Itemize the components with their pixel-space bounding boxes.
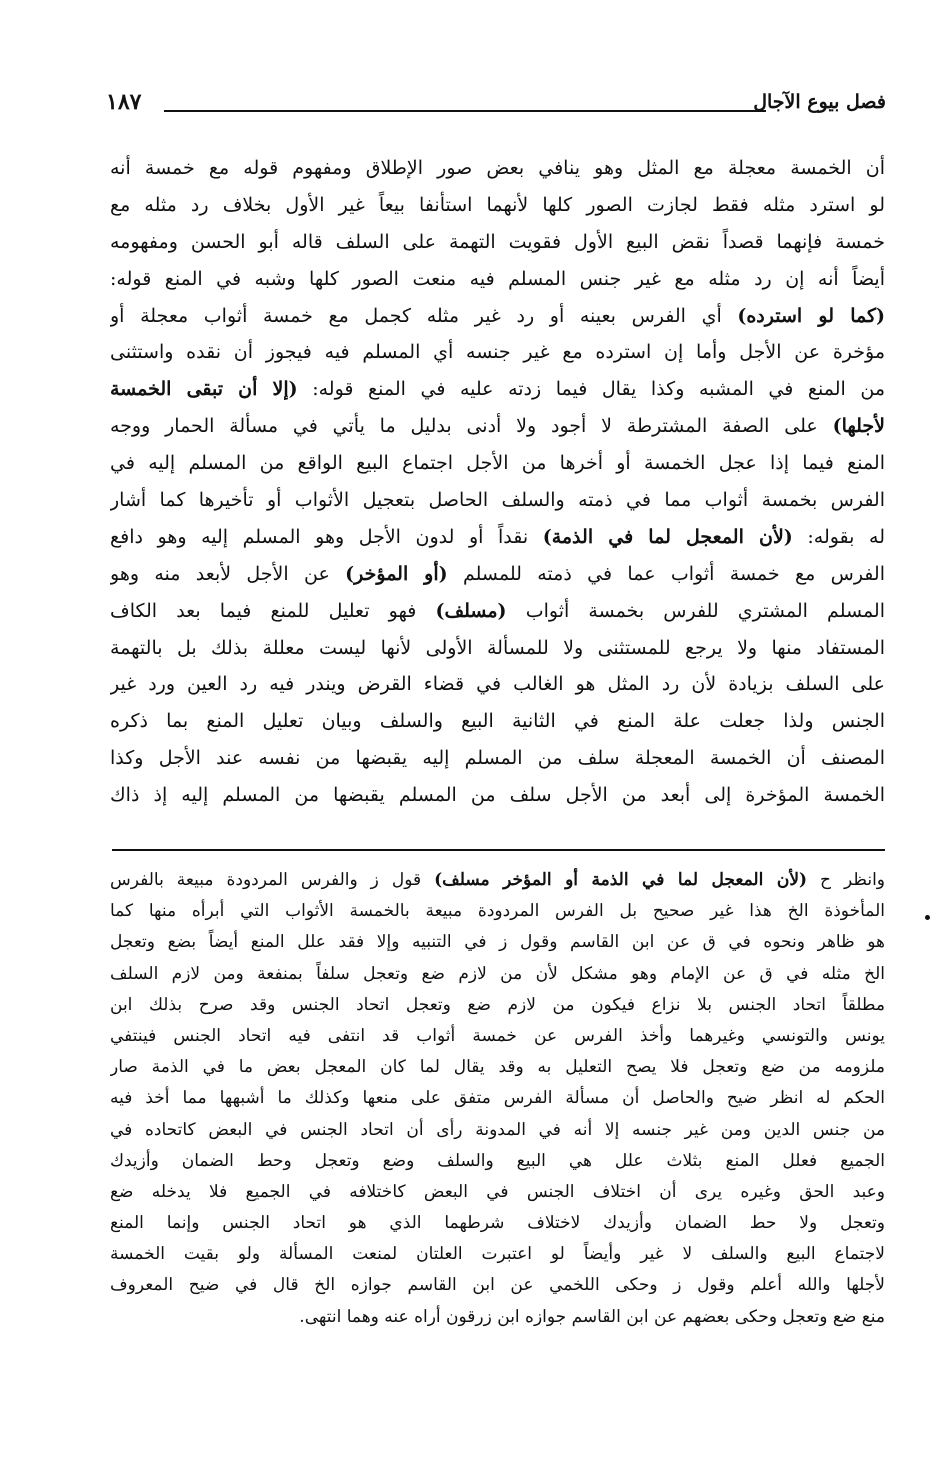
footnote-line: [110, 865, 885, 896]
main-commentary: [110, 150, 885, 814]
footnote-line: [110, 1021, 885, 1052]
text-segment: وتعجل ولا حط الضمان وأزيدك لاختلاف شرطهما الذي هو اتحاد الجنس وإنما المنع: [110, 1213, 885, 1234]
footnote-line: [110, 1208, 885, 1239]
text-line: [110, 224, 885, 261]
matn-quote: (كما لو استرده): [737, 304, 885, 327]
text-segment: وعبد الحق وغيره يرى أن اختلاف الجنس في البعض كاختلافه في الجميع فلا يدخله ضع: [110, 1181, 885, 1202]
page-number: ١٨٧: [106, 89, 142, 115]
footnote-separator: [112, 849, 885, 851]
text-line: [110, 740, 885, 777]
matn-quote: (أو المؤخر): [345, 562, 448, 585]
text-segment: الخ مثله في ق عن الإمام وهو مشكل لأن من لازم ضع وتعجل سلفاً بمنفعة ومن لازم السلف: [110, 963, 885, 984]
text-segment: الحكم له انظر ضيح والحاصل أن مسألة الفرس متفق على منعها وكذلك ما أشبهها مما أخذ فيه: [110, 1088, 885, 1109]
header-rule: [164, 110, 766, 112]
text-line: [110, 334, 885, 371]
text-segment: من المنع في المشبه وكذا يقال فيما زدته عليه في المنع قوله:: [297, 378, 885, 401]
matn-quote: لأجلها): [832, 415, 885, 438]
text-segment: الجنس ولذا جعلت علة المنع في الثانية البيع والسلف وبيان تعليل المنع بما ذكره: [110, 710, 885, 733]
matn-quote: (لأن المعجل لما في الذمة): [542, 525, 793, 548]
footnote-line: [110, 1239, 885, 1270]
text-segment: وانظر ح: [807, 870, 885, 890]
footnote-line: [110, 1177, 885, 1208]
text-segment: فهو تعليل للمنع فيما بعد الكاف: [110, 599, 436, 622]
footnote-line: [110, 959, 885, 990]
footnote-line: [110, 1115, 885, 1146]
text-segment: لو استرد مثله فقط لجازت الصور كلها لأنهما استأنفا بيعاً غير الأول بخلاف رد مثله مع: [110, 193, 885, 216]
text-line: [110, 261, 885, 298]
text-line: [110, 445, 885, 482]
footnote-line: [110, 1052, 885, 1083]
text-segment: المسلم المشتري للفرس بخمسة أثواب: [506, 599, 885, 622]
text-line: [110, 187, 885, 224]
matn-quote: (إلا أن تبقى الخمسة: [110, 378, 298, 401]
text-segment: المنع فيما إذا عجل الخمسة أو أخرها من الأجل اجتماع البيع الواقع من المسلم إليه في: [110, 452, 885, 475]
text-segment: له بقوله:: [792, 525, 885, 548]
text-segment: خمسة فإنهما قصداً نقض البيع الأول فقويت التهمة على السلف قاله أبو الحسن ومفهومه: [110, 230, 885, 253]
text-segment: لاجتماع البيع والسلف لا غير وأيضاً لو اعتبرت العلتان لمنعت المسألة ولو بقيت الخمسة: [110, 1244, 885, 1265]
footnote-line: [110, 1083, 885, 1114]
text-segment: الجميع فعلل المنع بثلاث علل هي البيع والسلف وضع وتعجل وحط الضمان وأزيدك: [110, 1150, 885, 1171]
footnote-line: [110, 1302, 885, 1333]
running-header: [106, 86, 886, 122]
text-segment: الخمسة المؤخرة إلى أبعد من الأجل سلف من المسلم يقبضها من المسلم إليه إذ ذاك: [110, 784, 885, 807]
text-line: [110, 593, 885, 630]
text-segment: المستفاد منها ولا يرجع للمستثنى ولا للمسألة الأولى لأنها ليست معللة بذلك بل بالتهمة: [110, 636, 885, 659]
text-segment: ملزومه من ضع وتعجل فلا يصح التعليل به وقد يقال لما كان المعجل بعض ما في الذمة صار: [110, 1057, 885, 1078]
text-segment: يونس والتونسي وغيرهما وأخذ الفرس عن خمسة أثواب قد انتفى فيه اتحاد الجنس فينتفي: [110, 1025, 885, 1046]
matn-quote: (مسلف): [435, 599, 507, 622]
text-segment: من جنس الدين ومن غير جنسه إلا أنه في المدونة رأى أن اتحاد الجنس في البعض كاتحاده في: [110, 1119, 885, 1140]
text-line: [110, 298, 885, 335]
footnote-line: [110, 896, 885, 927]
footnote-line: [110, 990, 885, 1021]
text-segment: مؤخرة عن الأجل وأما إن استرده مع غير جنسه أي المسلم فيه فيجوز أن نقده واستثنى: [110, 341, 885, 364]
text-segment: قول ز والفرس المردودة مبيعة بالفرس: [110, 870, 435, 890]
text-segment: أيضاً أنه إن رد مثله مع غير جنس المسلم فيه منعت الصور كلها وشبه في المنع قوله:: [110, 267, 885, 290]
footnote-line: [110, 1146, 885, 1177]
text-segment: نقداً أو لدون الأجل وهو المسلم إليه وهو دافع: [110, 525, 543, 548]
text-segment: لأجلها والله أعلم وقول ز وحكى اللخمي عن ابن القاسم جوازه الخ قال في ضيح المعروف: [110, 1275, 885, 1296]
text-segment: هو ظاهر ونحوه في ق عن ابن القاسم وقول ز في التنبيه وإلا فقد علل المنع أيضاً بضع وتعجل: [110, 932, 885, 953]
text-segment: عن الأجل لأبعد منه وهو: [110, 562, 346, 585]
text-line: [110, 666, 885, 703]
text-segment: أن الخمسة معجلة مع المثل وهو ينافي بعض صور الإطلاق ومفهوم قوله مع خمسة أنه: [110, 157, 885, 179]
text-line: [110, 408, 885, 445]
text-segment: مطلقاً اتحاد الجنس بلا نزاع فيكون من لازم ضع وتعجل اتحاد الجنس وقد صرح بذلك ابن: [110, 994, 885, 1015]
margin-mark: [925, 915, 930, 920]
text-line: [110, 482, 885, 519]
text-line: [110, 630, 885, 667]
text-segment: الفرس مع خمسة أثواب عما في ذمته للمسلم: [447, 562, 885, 585]
footnotes-block: [110, 865, 885, 1333]
text-line: [110, 371, 885, 408]
text-line: [110, 703, 885, 740]
text-segment: منع ضع وتعجل وحكى بعضهم عن ابن القاسم جوازه ابن زرقون أراه عنه وهما انتهى.: [299, 1306, 885, 1327]
text-line: [110, 556, 885, 593]
text-segment: على الصفة المشترطة لا أجود ولا أدنى بدليل ما يأتي في مسألة الحمار ووجه: [110, 415, 833, 438]
text-segment: الفرس بخمسة أثواب مما في ذمته والسلف الحاصل بتعجيل الأثواب أو تأخيرها كما أشار: [110, 489, 885, 512]
text-segment: أي الفرس بعينه أو رد غير مثله كجمل مع خمسة أثواب معجلة أو: [110, 304, 738, 327]
footnote-line: [110, 1270, 885, 1301]
matn-quote: (لأن المعجل لما في الذمة أو المؤخر مسلف): [434, 870, 808, 890]
text-line: [110, 150, 885, 187]
text-line: [110, 519, 885, 556]
text-line: [110, 777, 885, 814]
text-segment: المأخوذة الخ هذا غير صحيح بل الفرس المردودة مبيعة بالخمسة الأثواب التي أبرأه منها كما: [110, 901, 885, 922]
chapter-title: فصل بيوع الآجال: [753, 91, 886, 113]
text-segment: المصنف أن الخمسة المعجلة سلف من المسلم إليه يقبضها من نفسه عند الأجل وكذا: [110, 747, 885, 770]
text-segment: على السلف بزيادة لأن رد المثل هو الغالب في قضاء القرض ويندر فيه رد العين ورد غير: [110, 673, 885, 696]
footnote-line: [110, 927, 885, 958]
